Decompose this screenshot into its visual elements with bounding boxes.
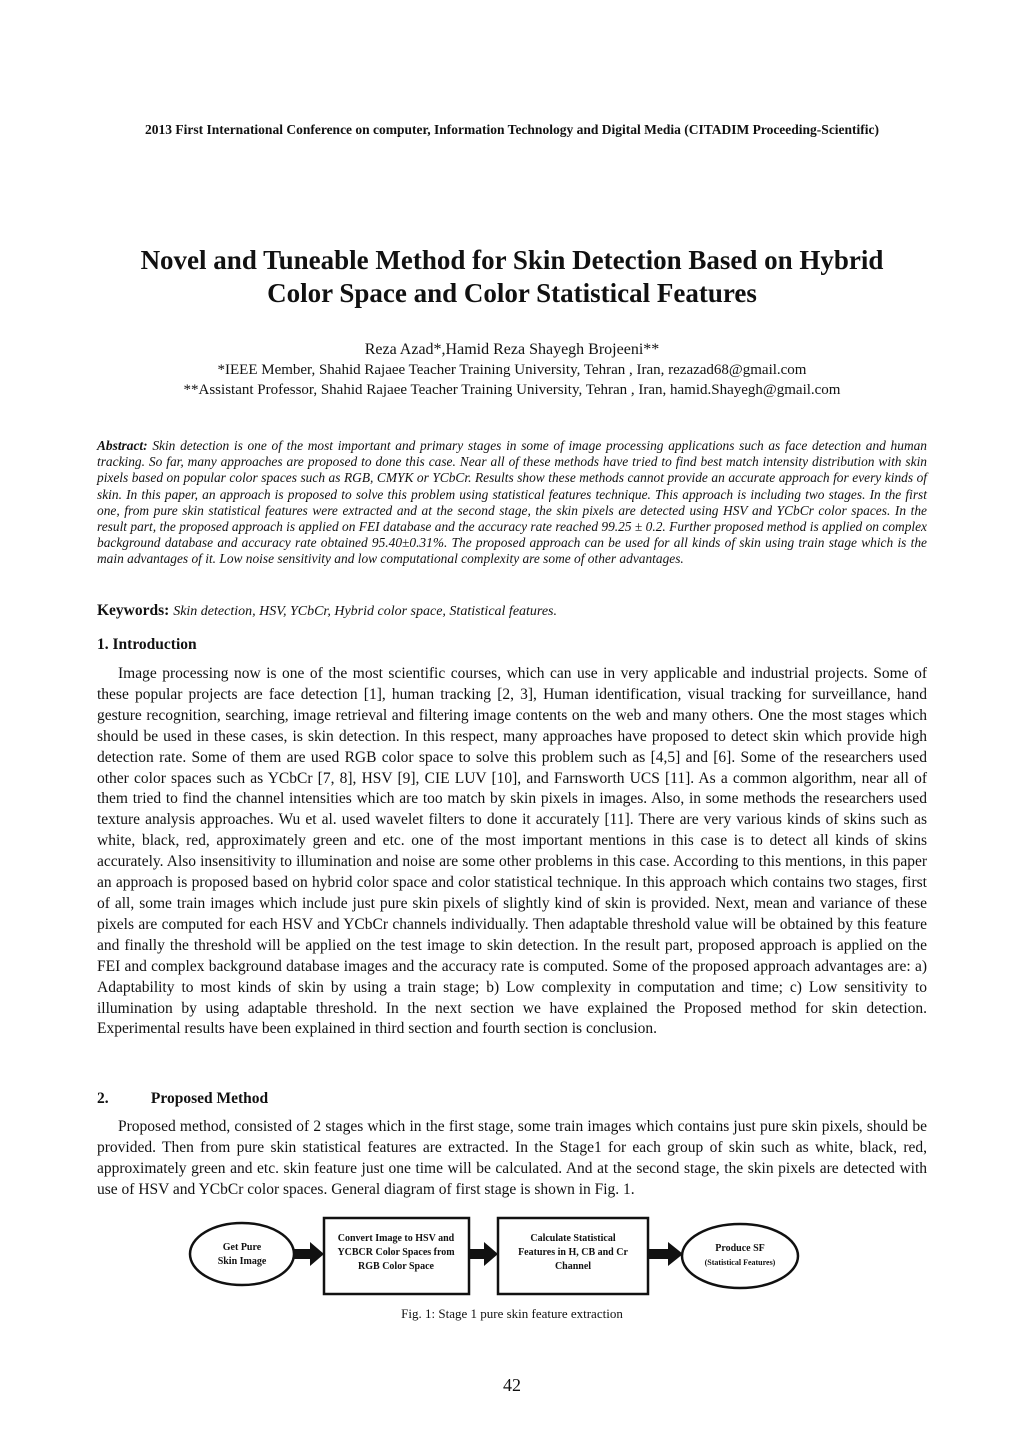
- author-block: [60, 340, 964, 400]
- node-1-line-1: Get Pure: [222, 1242, 262, 1253]
- section-heading-proposed-method: [97, 1090, 268, 1108]
- proposed-method-paragraph: Proposed method, consisted of 2 stages which in the first stage, some train images which contains just pure skin pixels, should be provided. Then from pure skin statistical features are extracted. In the Stage1 for each group of skin such as white, black, red, approximately green and etc. skin feature just one time will be calculated. And at the second stage, the skin pixels are detected with use of HSV and YCbCr color spaces. General diagram of first stage is shown in Fig. 1.: [97, 1118, 927, 1198]
- section-number: 2.: [97, 1090, 109, 1107]
- arrow-1: [294, 1242, 324, 1266]
- node-4-line-2: (Statistical Features): [704, 1258, 776, 1267]
- section-heading-introduction: 1. Introduction: [97, 636, 197, 653]
- node-get-pure-skin: [190, 1223, 294, 1285]
- abstract-label: Abstract:: [97, 438, 148, 453]
- figure-1-diagram: [180, 1215, 950, 1300]
- affiliation-2: **Assistant Professor, Shahid Rajaee Teacher Training University, Tehran , Iran, hamid.Shayegh@gmail.com: [183, 382, 841, 398]
- introduction-paragraph: Image processing now is one of the most scientific courses, which can use in very applicable and industrial projects. Some of these popular projects are face detection [1], human tracking [2, 3], Human identification, visual tracking for surveillance, hand gesture recognition, searching, image retrieval and filtering image contents on the web and many others. One the most stages which should be used in these cases, is skin detection. In this respect, many approaches have proposed to detect skin which provide high detection rate. Some of them are used RGB color space to solve this problem such as [4,5] and [6]. Some of the researchers used other color spaces such as YCbCr [7, 8], HSV [9], CIE LUV [10], and Farnsworth UCS [11]. As a common algorithm, near all of them tried to find the channel intensities which are too match by skin pixels in images. Also, in some methods the researchers used texture analysis approaches. Wu et al. used wavelet filters to done it accurately [11]. There are very various kinds of skins such as white, black, red, approximately green and etc. one of the most important mentions in this case is to detect all kinds of skins accurately. Also insensitivity to illumination and noise are some other problems in this case. According to this mentions, in this paper an approach is proposed based on hybrid color space and color statistical technique. In this approach which contains two stages, first of all, some train images which include just pure skin pixels of slightly kind of skin is provided. Next, mean and variance of these pixels are computed for each HSV and YCbCr channels individually. Then adaptable threshold value will be obtained by this feature and finally the threshold will be applied on the test image to skin detection. In the result part, proposed approach is applied on the FEI and complex background database images and the accuracy rate is computed. Some of the proposed approach advantages are: a) Adaptability to most kinds of skin by using a train stage; b) Low complexity in computation and time; c) Low sensitivity to illumination by using adaptable threshold. In the next section we have explained the Proposed method for skin detection. Experimental results have been explained in third section and fourth section is conclusion.: [97, 665, 927, 1038]
- node-1-line-2: Skin Image: [217, 1256, 267, 1267]
- affiliation-1: *IEEE Member, Shahid Rajaee Teacher Training University, Tehran , Iran, rezazad68@gmail.com: [217, 362, 807, 378]
- page-number: 42: [503, 1375, 521, 1395]
- node-2-line-1: Convert Image to HSV and: [337, 1233, 455, 1244]
- node-2-line-3: RGB Color Space: [358, 1261, 434, 1272]
- keywords-text: Skin detection, HSV, YCbCr, Hybrid color space, Statistical features.: [173, 604, 558, 619]
- node-produce-sf: [682, 1224, 798, 1288]
- figure-1-caption: Fig. 1: Stage 1 pure skin feature extraction: [401, 1306, 623, 1321]
- author-names: Reza Azad*,Hamid Reza Shayegh Brojeeni**: [364, 341, 660, 358]
- arrow-3: [648, 1242, 683, 1266]
- conference-header: 2013 First International Conference on computer, Information Technology and Digital Media (CITADIM Proceeding-Scientific): [144, 122, 880, 137]
- keywords: [97, 602, 927, 620]
- keywords-label: Keywords:: [97, 602, 170, 619]
- node-3-line-3: Channel: [554, 1261, 592, 1272]
- node-3-line-2: Features in H, CB and Cr: [518, 1247, 628, 1258]
- node-3-line-1: Calculate Statistical: [530, 1233, 616, 1244]
- node-2-line-2: YCBCR Color Spaces from: [337, 1247, 455, 1258]
- section-title: Proposed Method: [150, 1090, 269, 1107]
- abstract: [97, 438, 927, 568]
- node-4-line-1: Produce SF: [715, 1243, 765, 1254]
- paper-title: [80, 244, 944, 310]
- title-line-1: Novel and Tuneable Method for Skin Detection Based on Hybrid: [140, 245, 884, 275]
- abstract-text: Skin detection is one of the most important and primary stages in some of image processing applications such as face detection and human tracking. So far, many approaches are proposed to done this case. Near all of these methods have tried to find best match intensity distribution with skin pixels based on popular color spaces such as RGB, CMYK or YCbCr. Results show these methods cannot provide an accurate approach for every kinds of skin. In this paper, an approach is proposed to solve this problem using statistical features technique. This approach is including two stages. In the first one, from pure skin statistical features were extracted and at the second stage, the skin pixels are detected using HSV and YCbCr color spaces. In the result part, the proposed approach is applied on FEI database and the accuracy rate reached 99.25 ± 0.2. Further proposed method is applied on complex background database and accuracy rate obtained 95.40±0.31%. The proposed approach can be used for all kinds of skin using train stage which is the main advantages of it. Low noise sensitivity and low computational complexity are some of other advantages.: [97, 438, 928, 567]
- title-line-2: Color Space and Color Statistical Features: [267, 278, 757, 308]
- arrow-2: [469, 1242, 498, 1266]
